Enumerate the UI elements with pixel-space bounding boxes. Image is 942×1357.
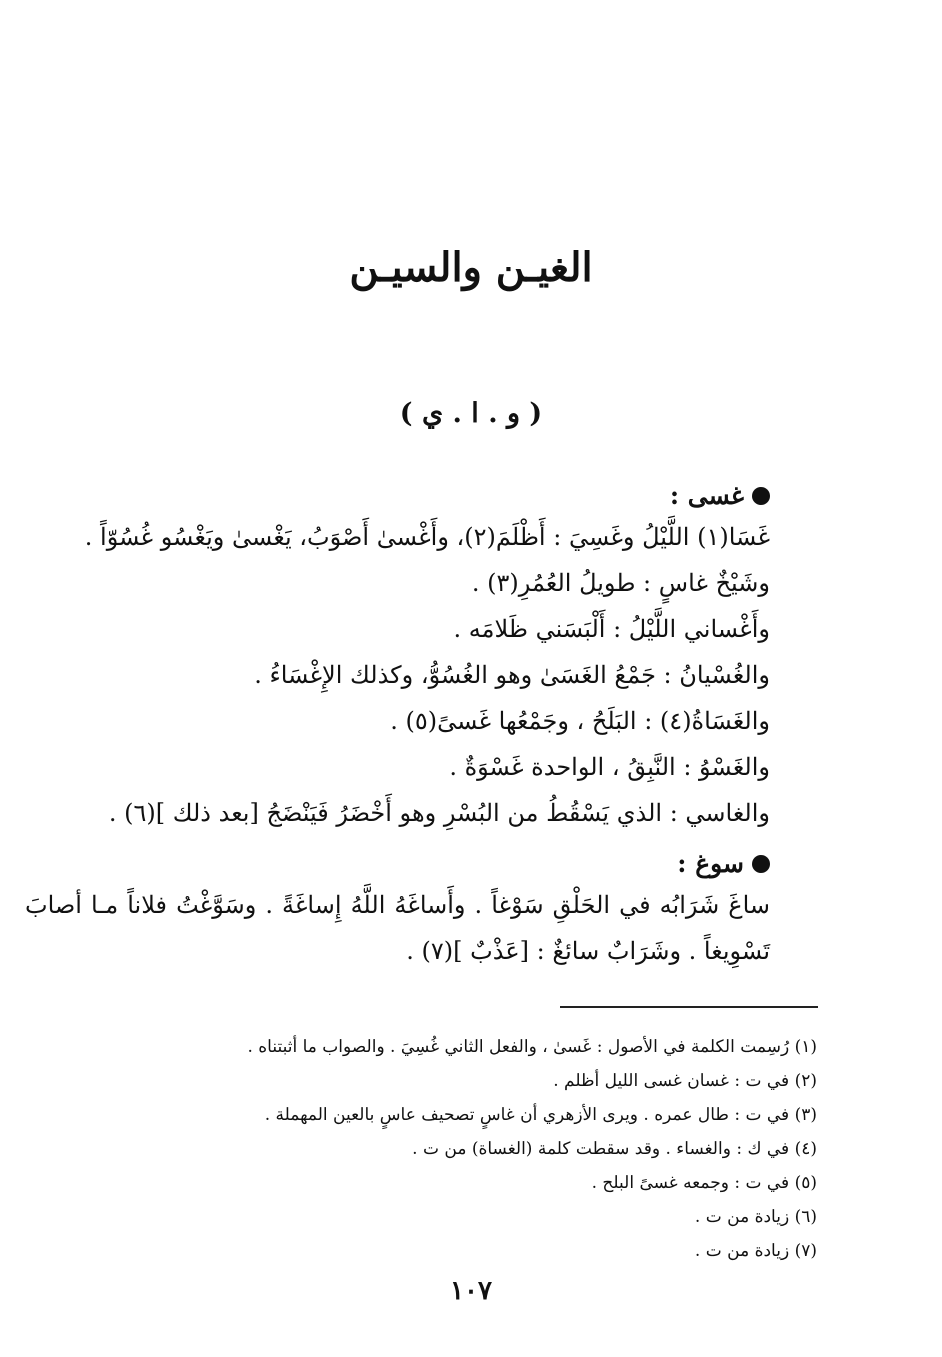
page-title: الغيـن والسيـن xyxy=(349,244,593,291)
entry-line: وأَغْساني اللَّيْلُ : أَلْبَسَني ظَلامَه . xyxy=(453,615,770,643)
entry-line: ساغَ شَرَابُه في الحَلْقِ سَوْغاً . وأَساغَهُ اللَّهُ إِساغَةً . وسَوَّغْتُ فلاناً مـا أصابَ xyxy=(25,891,770,919)
footnote-item: (٦) زيادة من ت . xyxy=(694,1207,817,1227)
entry-line: والغَسْوُ : النَّبِقُ ، الواحدة غَسْوَةٌ . xyxy=(449,753,770,781)
entry-line: وشَيْخٌ غاسٍ : طويلُ العُمُرِ(٣) . xyxy=(471,569,770,597)
footnote-divider xyxy=(560,1006,818,1008)
entry-heading xyxy=(100,846,770,882)
entry-line: غَسَا(١) اللَّيْلُ وغَسِيَ : أَظْلَمَ(٢)، وأَغْسىٰ أَصْوَبُ، يَغْسىٰ ويَغْسُو غُسُوّاً . xyxy=(84,523,770,551)
footnote-item: (٥) في ت : وجمعه غسىً البلح . xyxy=(591,1173,817,1193)
entry-line: والغَسَاةُ(٤) : البَلَحُ ، وجَمْعُها غَسىً(٥) . xyxy=(390,707,770,735)
entry-heading-label: غسى : xyxy=(669,481,744,510)
footnote-item: (١) رُسِمت الكلمة في الأصول : غَسىٰ ، والفعل الثاني غُسِيَ . والصواب ما أثبتناه . xyxy=(247,1037,817,1057)
entry-line: والغاسي : الذي يَسْقُطُ من البُسْرِ وهو أَخْضَرُ فَيَنْضَجُ [بعد ذلك ](٦) . xyxy=(108,799,770,827)
entry-heading-label: سوغ : xyxy=(677,849,744,878)
entry-ghasa xyxy=(84,478,770,836)
entry-sawgh xyxy=(25,846,770,974)
footnote-item: (٢) في ت : غسان غسى الليل أظلم . xyxy=(553,1071,817,1091)
footnote-item: (٤) في ك : والغساء . وقد سقطت كلمة (الغساة) من ت . xyxy=(412,1139,817,1159)
footnotes xyxy=(177,1030,817,1268)
page-number: ١٠٧ xyxy=(450,1276,492,1306)
entry-heading xyxy=(100,478,770,514)
entry-line: تَسْوِيغاً . وشَرَابٌ سائغٌ : [عَذْبٌ ](٧) . xyxy=(406,937,770,965)
root-letters-heading: ( و . ا . ي ) xyxy=(399,398,543,429)
bullet-icon xyxy=(752,855,770,873)
footnote-item: (٣) في ت : طال عمره . ويرى الأزهري أن غاسٍ تصحيف عاسٍ بالعين المهملة . xyxy=(264,1105,817,1125)
entry-line: والغُسْيانُ : جَمْعُ الغَسَىٰ وهو الغُسُوُّ، وكذلك الإِغْسَاءُ . xyxy=(254,661,770,689)
bullet-icon xyxy=(752,487,770,505)
footnote-item: (٧) زيادة من ت . xyxy=(694,1241,817,1261)
